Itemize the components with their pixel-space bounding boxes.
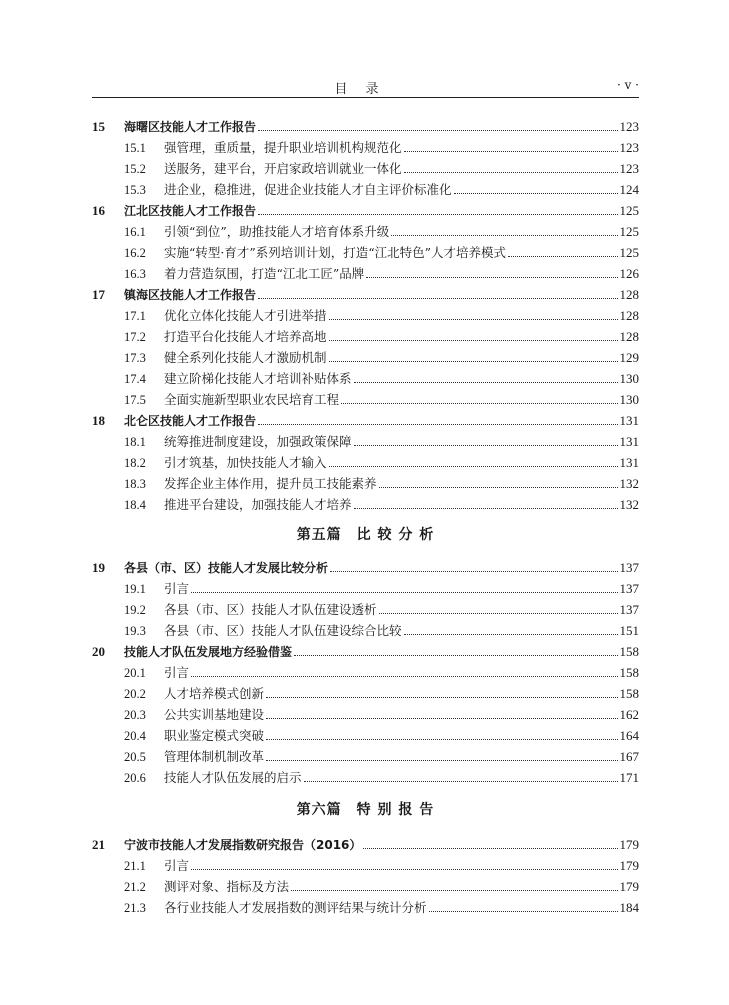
toc-section-entry[interactable]	[92, 492, 639, 513]
entry-title: 引领“到位”，助推技能人才培育体系升级	[164, 224, 390, 239]
entry-title: 北仑区技能人才工作报告	[124, 414, 257, 428]
entry-page-number: 137	[619, 581, 639, 596]
entry-number: 16.3	[124, 267, 146, 281]
toc-section-entry[interactable]	[92, 744, 639, 765]
dot-leader	[404, 172, 618, 173]
entry-title: 进企业，稳推进，促进企业技能人才自主评价标准化	[164, 182, 452, 197]
entry-number: 16	[92, 203, 105, 218]
toc-section-entry[interactable]	[92, 450, 639, 471]
entry-page-number: 123	[619, 119, 639, 134]
entry-number: 21.2	[124, 880, 146, 894]
entry-page-number: 167	[619, 749, 639, 764]
entry-title: 实施“转型·育才”系列培训计划，打造“江北特色”人才培养模式	[164, 245, 507, 260]
entry-page-number: 129	[619, 350, 639, 365]
toc-chapter-entry[interactable]	[92, 198, 639, 219]
entry-page-number: 179	[619, 879, 639, 894]
entry-number: 20.2	[124, 687, 146, 701]
entry-page-number: 125	[619, 224, 639, 239]
entry-page-number: 179	[619, 858, 639, 873]
toc-section-entry[interactable]	[92, 660, 639, 681]
entry-title: 技能人才队伍发展的启示	[164, 770, 302, 785]
entry-number: 19.1	[124, 582, 146, 596]
entry-title: 职业鉴定模式突破	[164, 728, 265, 743]
toc-chapter-entry[interactable]	[92, 408, 639, 429]
entry-number: 20.3	[124, 708, 146, 722]
part-heading: 第五篇 比 较 分 析	[296, 527, 435, 543]
entry-title: 送服务，建平台，开启家政培训就业一体化	[164, 161, 402, 176]
entry-number: 17	[92, 287, 105, 302]
toc-section-entry[interactable]	[92, 345, 639, 366]
dot-leader	[191, 592, 617, 593]
toc-section-entry[interactable]	[92, 156, 639, 177]
entry-page-number: 131	[619, 434, 639, 449]
entry-page-number: 128	[619, 329, 639, 344]
dot-leader	[329, 361, 618, 362]
entry-page-number: 151	[619, 623, 639, 638]
entry-title: 引才筑基，加快技能人才输入	[164, 455, 327, 470]
dot-leader	[429, 911, 618, 912]
entry-title: 海曙区技能人才工作报告	[124, 120, 257, 134]
entry-page-number: 125	[619, 245, 639, 260]
dot-leader	[404, 151, 618, 152]
entry-number: 17.3	[124, 351, 146, 365]
entry-page-number: 124	[619, 182, 639, 197]
entry-page-number: 162	[619, 707, 639, 722]
dot-leader	[291, 890, 617, 891]
entry-title: 引言	[164, 665, 190, 680]
dot-leader	[329, 319, 618, 320]
entry-number: 15	[92, 119, 105, 134]
entry-title: 引言	[164, 581, 190, 596]
entry-number: 20	[92, 644, 105, 659]
header-page-number: · v ·	[616, 78, 639, 92]
entry-title: 着力营造氛围，打造“江北工匠”品牌	[164, 266, 365, 281]
entry-title: 宁波市技能人才发展指数研究报告（2016）	[124, 838, 362, 852]
entry-number: 18.1	[124, 435, 146, 449]
entry-number: 18.2	[124, 456, 146, 470]
part-heading: 第六篇 特 别 报 告	[296, 802, 435, 818]
toc-section-entry[interactable]	[92, 240, 639, 261]
dot-leader	[354, 382, 618, 383]
toc-section-entry[interactable]	[92, 895, 639, 916]
toc-chapter-entry[interactable]	[92, 639, 639, 660]
entry-title: 各县（市、区）技能人才发展比较分析	[124, 561, 329, 575]
entry-title: 强管理，重质量，提升职业培训机构规范化	[164, 140, 402, 155]
toc-chapter-entry[interactable]	[92, 114, 639, 135]
entry-number: 19.2	[124, 603, 146, 617]
entry-page-number: 158	[619, 665, 639, 680]
toc-section-entry[interactable]	[92, 177, 639, 198]
entry-number: 21.1	[124, 859, 146, 873]
dot-leader	[329, 466, 618, 467]
entry-title: 各县（市、区）技能人才队伍建设透析	[164, 602, 377, 617]
dot-leader	[330, 571, 617, 572]
entry-page-number: 126	[619, 266, 639, 281]
entry-page-number: 158	[619, 644, 639, 659]
toc-section-entry[interactable]	[92, 429, 639, 450]
dot-leader	[391, 235, 617, 236]
entry-title: 建立阶梯化技能人才培训补贴体系	[164, 371, 352, 386]
entry-title: 各县（市、区）技能人才队伍建设综合比较	[164, 623, 402, 638]
dot-leader	[294, 655, 617, 656]
toc-section-entry[interactable]	[92, 387, 639, 408]
entry-number: 17.1	[124, 309, 146, 323]
header-title: 目录	[334, 82, 397, 97]
toc-section-entry[interactable]	[92, 702, 639, 723]
entry-number: 19	[92, 560, 105, 575]
dot-leader	[191, 676, 617, 677]
toc-chapter-entry[interactable]	[92, 555, 639, 576]
entry-title: 发挥企业主体作用，提升员工技能素养	[164, 476, 377, 491]
dot-leader	[354, 445, 618, 446]
toc-section-entry[interactable]	[92, 471, 639, 492]
toc-section-entry[interactable]	[92, 324, 639, 345]
dot-leader	[258, 130, 617, 131]
entry-number: 20.4	[124, 729, 146, 743]
entry-number: 20.6	[124, 771, 146, 785]
entry-page-number: 132	[619, 476, 639, 491]
entry-page-number: 125	[619, 203, 639, 218]
toc-section-entry[interactable]	[92, 723, 639, 744]
entry-page-number: 132	[619, 497, 639, 512]
toc-section-entry[interactable]	[92, 765, 639, 786]
entry-page-number: 123	[619, 161, 639, 176]
entry-number: 15.2	[124, 162, 146, 176]
dot-leader	[454, 193, 618, 194]
entry-number: 19.3	[124, 624, 146, 638]
dot-leader	[258, 424, 617, 425]
toc-section-entry[interactable]	[92, 853, 639, 874]
dot-leader	[191, 869, 617, 870]
entry-page-number: 130	[619, 392, 639, 407]
entry-title: 推进平台建设，加强技能人才培养	[164, 497, 352, 512]
entry-title: 打造平台化技能人才培养高地	[164, 329, 327, 344]
entry-title: 技能人才队伍发展地方经验借鉴	[124, 645, 293, 659]
entry-title: 人才培养模式创新	[164, 686, 265, 701]
entry-number: 17.2	[124, 330, 146, 344]
toc-section-entry[interactable]	[92, 135, 639, 156]
entry-page-number: 171	[619, 770, 639, 785]
entry-page-number: 128	[619, 287, 639, 302]
entry-number: 18	[92, 413, 105, 428]
entry-page-number: 123	[619, 140, 639, 155]
dot-leader	[266, 718, 617, 719]
entry-page-number: 158	[619, 686, 639, 701]
entry-number: 17.4	[124, 372, 146, 386]
entry-number: 16.1	[124, 225, 146, 239]
toc-section-entry[interactable]	[92, 618, 639, 639]
dot-leader	[304, 781, 618, 782]
dot-leader	[266, 760, 617, 761]
toc-section-entry[interactable]	[92, 681, 639, 702]
entry-title: 江北区技能人才工作报告	[124, 204, 257, 218]
toc-section-entry[interactable]	[92, 576, 639, 597]
entry-page-number: 137	[619, 560, 639, 575]
entry-number: 15.1	[124, 141, 146, 155]
entry-page-number: 131	[619, 455, 639, 470]
toc-chapter-entry[interactable]	[92, 282, 639, 303]
dot-leader	[258, 298, 617, 299]
header-rule	[92, 97, 639, 98]
entry-title: 公共实训基地建设	[164, 707, 265, 722]
toc-chapter-entry[interactable]	[92, 832, 639, 853]
dot-leader	[266, 697, 617, 698]
dot-leader	[366, 277, 617, 278]
entry-number: 21	[92, 837, 105, 852]
running-header	[92, 78, 639, 96]
entry-title: 管理体制机制改革	[164, 749, 265, 764]
table-of-contents	[92, 114, 639, 916]
entry-page-number: 179	[619, 837, 639, 852]
entry-title: 镇海区技能人才工作报告	[124, 288, 257, 302]
entry-number: 20.1	[124, 666, 146, 680]
entry-page-number: 128	[619, 308, 639, 323]
entry-title: 统筹推进制度建设，加强政策保障	[164, 434, 352, 449]
toc-section-entry[interactable]	[92, 261, 639, 282]
entry-number: 18.4	[124, 498, 146, 512]
entry-title: 测评对象、指标及方法	[164, 879, 290, 894]
entry-page-number: 137	[619, 602, 639, 617]
entry-page-number: 131	[619, 413, 639, 428]
toc-section-entry[interactable]	[92, 366, 639, 387]
entry-number: 20.5	[124, 750, 146, 764]
entry-number: 16.2	[124, 246, 146, 260]
entry-title: 各行业技能人才发展指数的测评结果与统计分析	[164, 900, 427, 915]
dot-leader	[258, 214, 617, 215]
dot-leader	[266, 739, 617, 740]
entry-title: 优化立体化技能人才引进举措	[164, 308, 327, 323]
entry-title: 全面实施新型职业农民培育工程	[164, 392, 340, 407]
dot-leader	[508, 256, 617, 257]
dot-leader	[363, 848, 617, 849]
dot-leader	[379, 487, 618, 488]
toc-section-entry[interactable]	[92, 219, 639, 240]
dot-leader	[354, 508, 618, 509]
dot-leader	[379, 613, 618, 614]
entry-page-number: 184	[619, 900, 639, 915]
entry-page-number: 130	[619, 371, 639, 386]
entry-number: 17.5	[124, 393, 146, 407]
dot-leader	[404, 634, 618, 635]
entry-page-number: 164	[619, 728, 639, 743]
toc-section-entry[interactable]	[92, 874, 639, 895]
dot-leader	[329, 340, 618, 341]
entry-number: 18.3	[124, 477, 146, 491]
entry-number: 15.3	[124, 183, 146, 197]
toc-section-entry[interactable]	[92, 597, 639, 618]
dot-leader	[341, 403, 617, 404]
toc-section-entry[interactable]	[92, 303, 639, 324]
entry-title: 引言	[164, 858, 190, 873]
entry-title: 健全系列化技能人才激励机制	[164, 350, 327, 365]
entry-number: 21.3	[124, 901, 146, 915]
